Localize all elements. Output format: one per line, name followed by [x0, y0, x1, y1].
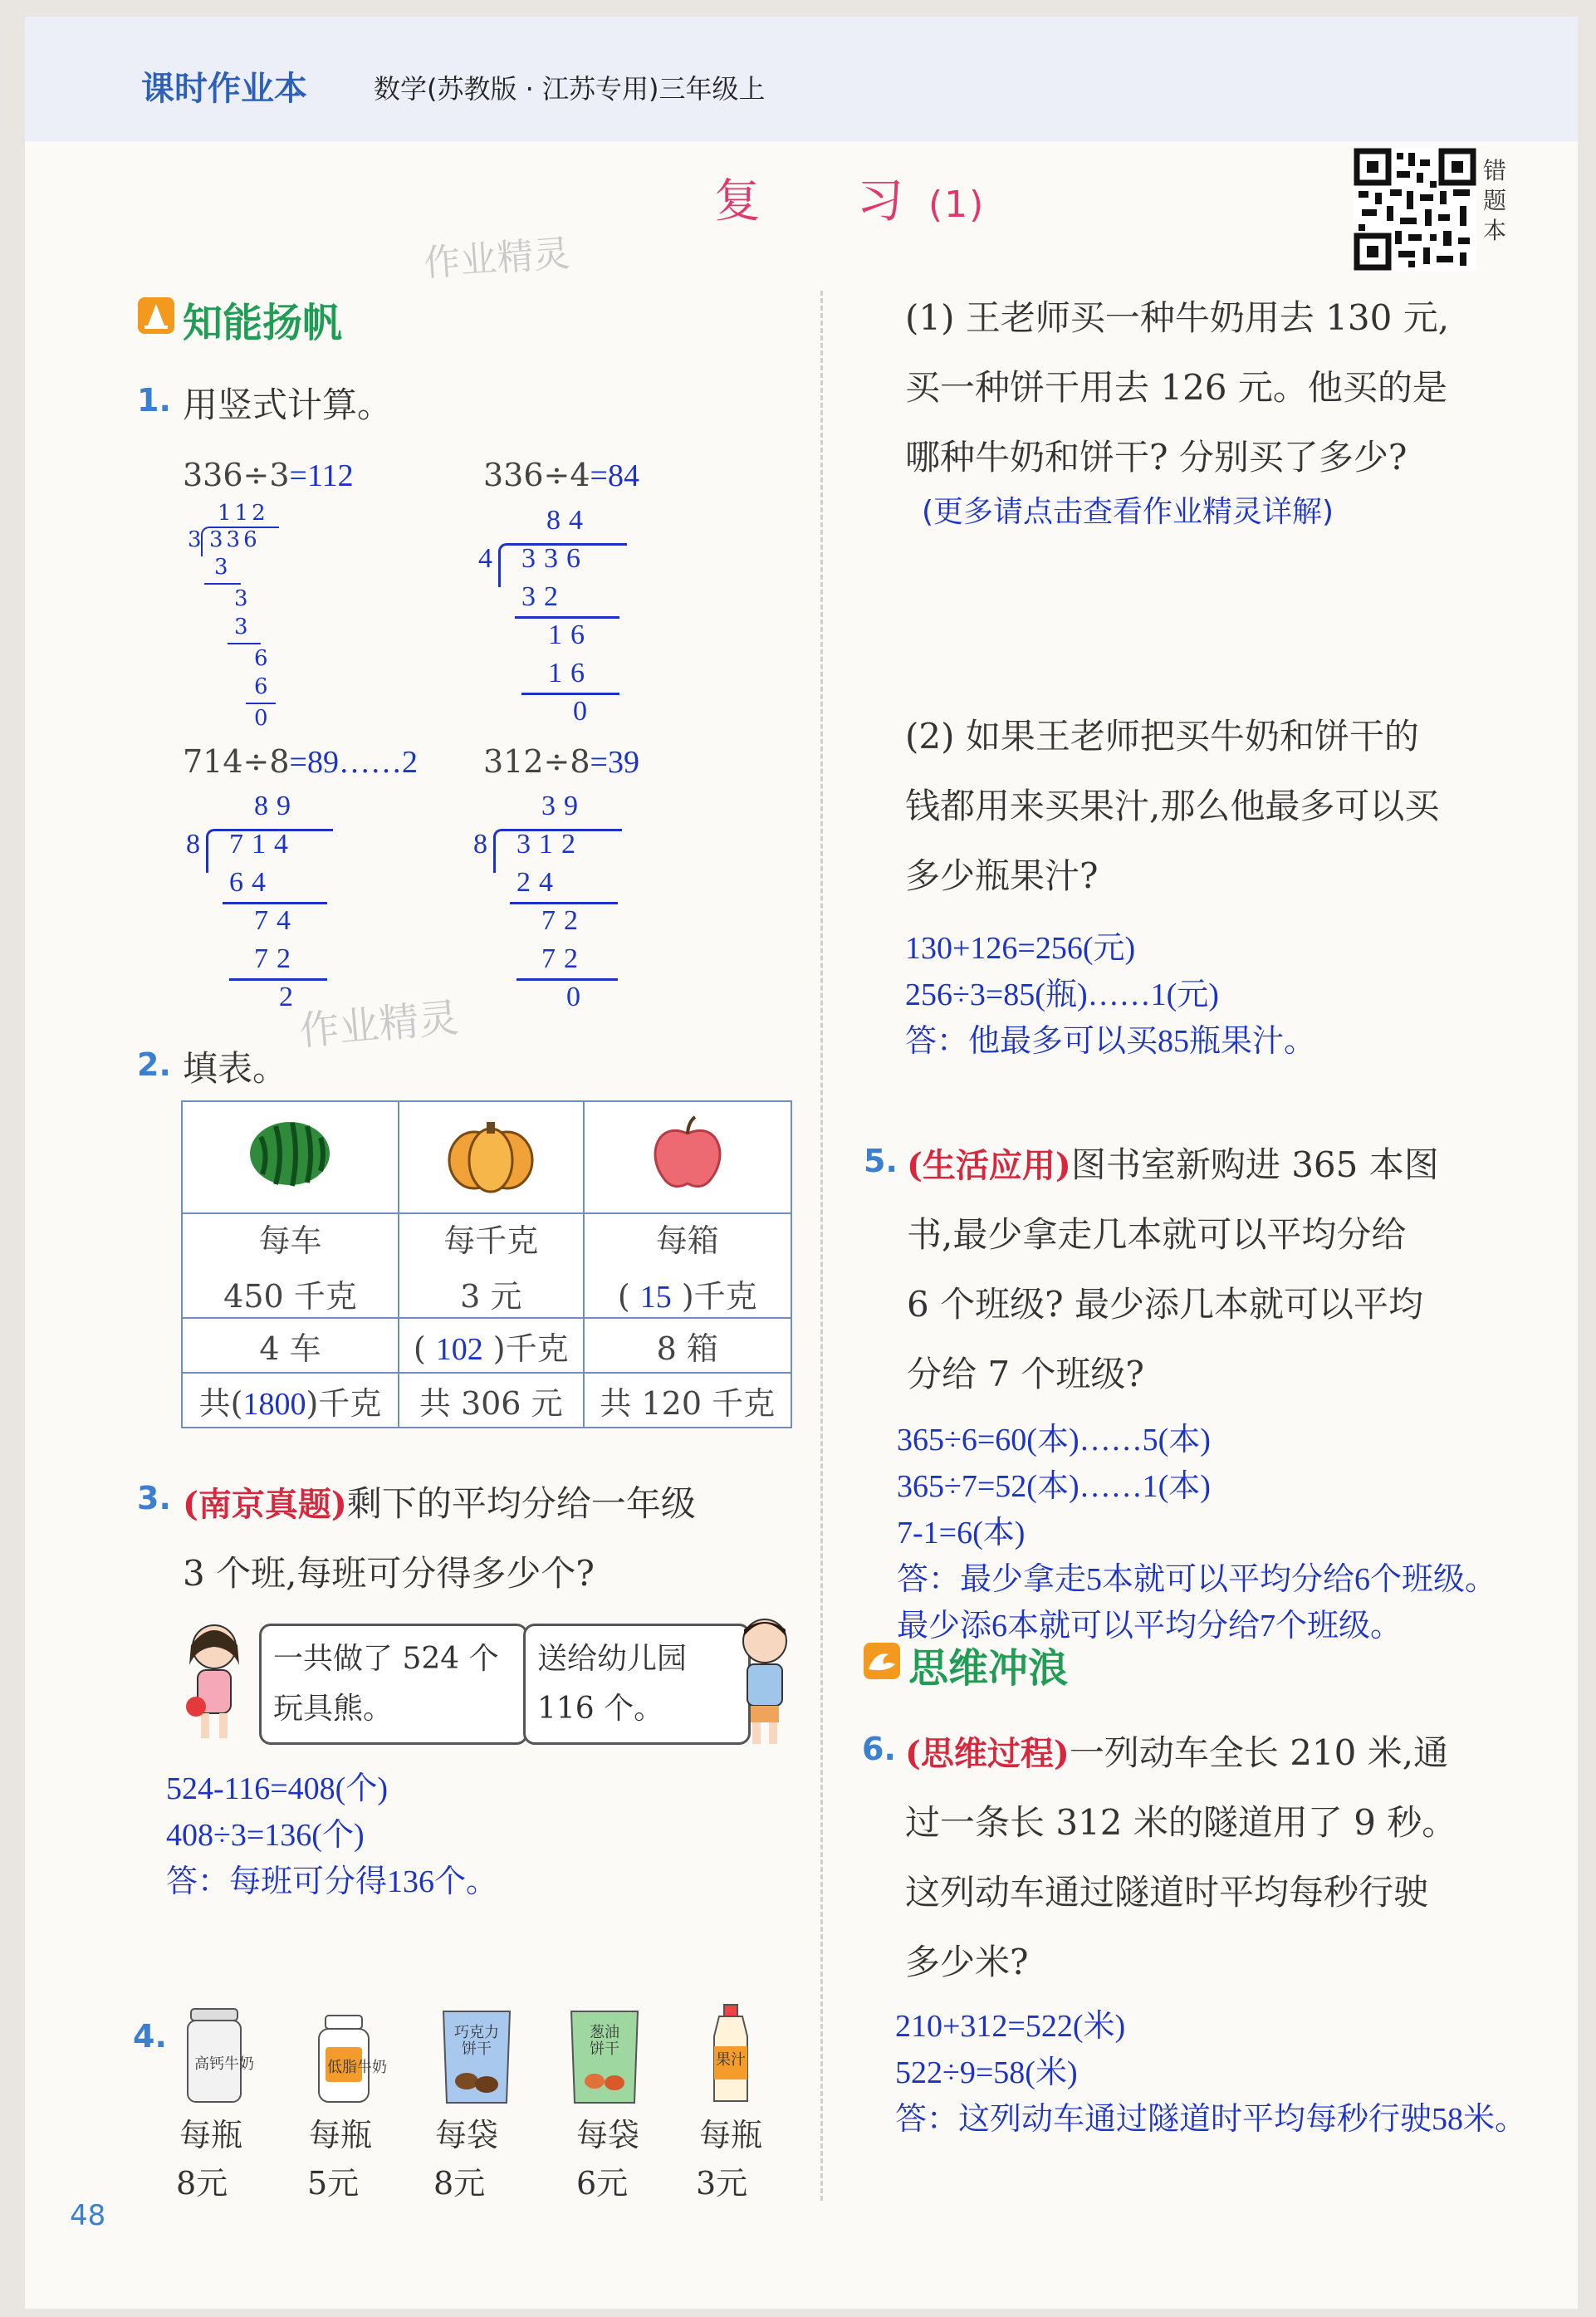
q6-line3: 这列动车通过隧道时平均每秒行驶 — [905, 1872, 1429, 1913]
product-price: 8元 — [433, 2165, 486, 2202]
pumpkin-icon — [399, 1101, 584, 1213]
q2-prompt: 填表。 — [183, 1048, 288, 1089]
answer-total: 1800 — [242, 1386, 306, 1422]
answer-kg-qty: 102 — [435, 1331, 483, 1367]
q1-prompt: 用竖式计算。 — [183, 385, 393, 425]
q4-sub2-line2: 钱都用来买果汁,那么他最多可以买 — [905, 786, 1440, 826]
q2-number: 2. — [137, 1046, 171, 1083]
table-cell: 每箱 ( 15 )千克 — [584, 1213, 791, 1318]
q5-line3: 6 个班级? 最少添几本就可以平均 — [907, 1284, 1423, 1325]
product-price: 8元 — [176, 2165, 228, 2202]
q4-sub1-hint-link[interactable]: (更多请点击查看作业精灵详解) — [922, 495, 1334, 529]
product-juice: 果汁 — [707, 2003, 757, 2109]
page: 课时作业本 数学(苏教版 · 江苏专用)三年级上 复 习(1) 错 题 本 作业精灵 知能扬帆 1. 用竖式计算。 336÷3=112 336÷4=84 714÷8=89……2 312÷8=39 112 3 336 3 3 3 6 6 0 84 4 336 32 16 16 0 89 8 714 64 74 72 2 39 8 312 24 72 72 0 作业精灵 2. 填表。 每车 450 千克 每千克 3 元 每箱 ( 15 )千克 4 车 ( 102 )千克 8 箱 共(1800)千克 共 306 元 共 120 千克 3. (南京真题)剩下的平均分给一年级 3 个班,每班可分得多少个? 一共做了 524 个 玩具熊。 送给幼儿园 116 个。 524-116=408(个) 408÷3=136(个) 答：每班可分得136个。 4. 高钙牛奶 低脂牛奶 巧克力饼干 葱油饼干 果汁 每瓶 每瓶 每袋 每袋 每瓶 8元 5元 8元 6元 3元 48 (1) 王老师买一种牛奶用去 130 元, 买一种饼干用去 126 元。他买的是 哪种牛奶和饼干? 分别买了多少? (更多请点击查看作业精灵详解) (2) 如果王老师把买牛奶和饼干的 钱都用来买果汁,那么他最多可以买 多少瓶果汁? 130+126=256(元) 256÷3=85(瓶)……1(元) 答：他最多可以买85瓶果汁。 5. (生活应用)图书室新购进 365 本图 书,最少拿走几本就可以平均分给 6 个班级? 最少添几本就可以平均 分给 7 个班级? 365÷6=60(本)……5(本) 365÷7=52(本)……1(本) 7-1=6(本) 答：最少拿走5本就可以平均分给6个班级。 最少添6本就可以平均分给7个班级。 思维冲浪 6. (思维过程)一列动车全长 210 米,通 过一条长 312 米的隧道用了 9 秒。 这列动车通过隧道时平均每秒行驶 多少米? 210+312=522(米) 522÷9=58(米) 答：这列动车通过隧道时平均每秒行驶58米。 — [25, 17, 1578, 2309]
calc3: 714÷8=89……2 — [183, 743, 418, 780]
q5-answer-1: 365÷6=60(本)……5(本) — [897, 1423, 1211, 1457]
q4-sub2-line3: 多少瓶果汁? — [905, 855, 1099, 896]
fill-table — [181, 1100, 792, 1428]
q5-line2: 书,最少拿走几本就可以平均分给 — [907, 1214, 1407, 1255]
q4-sub2-answer-3: 答：他最多可以买85瓶果汁。 — [905, 1024, 1316, 1059]
product-chocolate-biscuit: 巧克力饼干 — [437, 2008, 520, 2109]
q4-number: 4. — [133, 2018, 167, 2055]
q5-answer-3: 7-1=6(本) — [897, 1516, 1026, 1550]
section-title-knowledge: 知能扬帆 — [183, 300, 343, 346]
q3-number: 3. — [137, 1480, 171, 1516]
column-divider — [820, 291, 823, 2201]
q5-line4: 分给 7 个班级? — [907, 1354, 1144, 1394]
table-cell: 每车 450 千克 — [182, 1213, 399, 1318]
q5-answer-5: 最少添6本就可以平均分给7个班级。 — [897, 1609, 1403, 1643]
q4-sub1-line1: (1) 王老师买一种牛奶用去 130 元, — [905, 297, 1450, 338]
q3-line2: 3 个班,每班可分得多少个? — [183, 1553, 595, 1594]
table-cell: 共(1800)千克 — [182, 1373, 399, 1428]
watermelon-icon — [182, 1101, 399, 1213]
q3-answer-1: 524-116=408(个) — [166, 1771, 388, 1806]
q4-sub2-answer-1: 130+126=256(元) — [905, 931, 1136, 966]
table-cell: 每千克 3 元 — [399, 1213, 584, 1318]
girl-icon — [173, 1615, 256, 1751]
qr-code-icon[interactable] — [1354, 148, 1476, 271]
brand-title: 课时作业本 — [141, 70, 307, 108]
watermark: 作业精灵 — [422, 232, 571, 286]
product-unit: 每袋 — [435, 2117, 499, 2153]
q1-number: 1. — [137, 382, 171, 419]
calc4: 312÷8=39 — [483, 743, 639, 780]
watermark-2: 作业精灵 — [297, 994, 461, 1056]
speech-bubble-boy: 送给幼儿园 116 个。 — [523, 1624, 751, 1745]
table-cell: 8 箱 — [584, 1318, 791, 1373]
q5-answer-2: 365÷7=52(本)……1(本) — [897, 1469, 1211, 1504]
product-price: 3元 — [696, 2165, 748, 2202]
q6-answer-2: 522÷9=58(米) — [895, 2055, 1078, 2090]
q4-sub1-line3: 哪种牛奶和饼干? 分别买了多少? — [905, 437, 1408, 478]
q4-sub1-line2: 买一种饼干用去 126 元。他买的是 — [905, 367, 1447, 408]
sail-icon — [138, 297, 174, 334]
speech-bubble-girl: 一共做了 524 个 玩具熊。 — [259, 1624, 528, 1745]
table-cell: ( 102 )千克 — [399, 1318, 584, 1373]
product-unit: 每瓶 — [179, 2117, 243, 2153]
calc2: 336÷4=84 — [483, 457, 639, 493]
q3-answer-2: 408÷3=136(个) — [166, 1818, 365, 1853]
product-unit: 每袋 — [576, 2117, 640, 2153]
section-title-thinking: 思维冲浪 — [908, 1645, 1069, 1692]
qr-label: 错 题 本 — [1483, 157, 1507, 244]
q4-sub2-answer-2: 256÷3=85(瓶)……1(元) — [905, 977, 1219, 1012]
q6-number: 6. — [862, 1731, 896, 1767]
q5-number: 5. — [864, 1143, 898, 1179]
product-calcium-milk: 高钙牛奶 — [183, 2006, 249, 2109]
answer-box-qty: 15 — [639, 1280, 672, 1315]
product-unit: 每瓶 — [309, 2117, 373, 2153]
table-cell: 共 306 元 — [399, 1373, 584, 1428]
page-number: 48 — [70, 2199, 106, 2232]
q6-line1: (思维过程)一列动车全长 210 米,通 — [905, 1732, 1449, 1773]
wave-icon — [864, 1643, 900, 1679]
product-scallion-biscuit: 葱油饼干 — [565, 2008, 648, 2109]
q5-answer-4: 答：最少拿走5本就可以平均分给6个班级。 — [897, 1562, 1497, 1597]
q3-line1: (南京真题)剩下的平均分给一年级 — [183, 1483, 696, 1524]
q6-answer-3: 答：这列动车通过隧道时平均每秒行驶58米。 — [895, 2102, 1527, 2137]
q6-line4: 多少米? — [905, 1942, 1029, 1982]
q6-line2: 过一条长 312 米的隧道用了 9 秒。 — [905, 1802, 1457, 1843]
q6-answer-1: 210+312=522(米) — [895, 2009, 1126, 2044]
product-lowfat-milk: 低脂牛奶 — [312, 2014, 379, 2109]
boy-icon — [727, 1611, 802, 1756]
product-unit: 每瓶 — [699, 2117, 763, 2153]
page-title: 复 习(1) — [714, 174, 986, 228]
book-subtitle: 数学(苏教版 · 江苏专用)三年级上 — [374, 73, 766, 105]
calc1: 336÷3=112 — [183, 457, 354, 493]
apple-icon — [584, 1101, 791, 1213]
product-price: 6元 — [576, 2165, 629, 2202]
q5-line1: (生活应用)图书室新购进 365 本图 — [907, 1144, 1439, 1185]
product-price: 5元 — [307, 2165, 360, 2202]
q3-answer-3: 答：每班可分得136个。 — [166, 1864, 498, 1899]
q4-sub2-line1: (2) 如果王老师把买牛奶和饼干的 — [905, 716, 1419, 757]
table-cell: 共 120 千克 — [584, 1373, 791, 1428]
table-cell: 4 车 — [182, 1318, 399, 1373]
